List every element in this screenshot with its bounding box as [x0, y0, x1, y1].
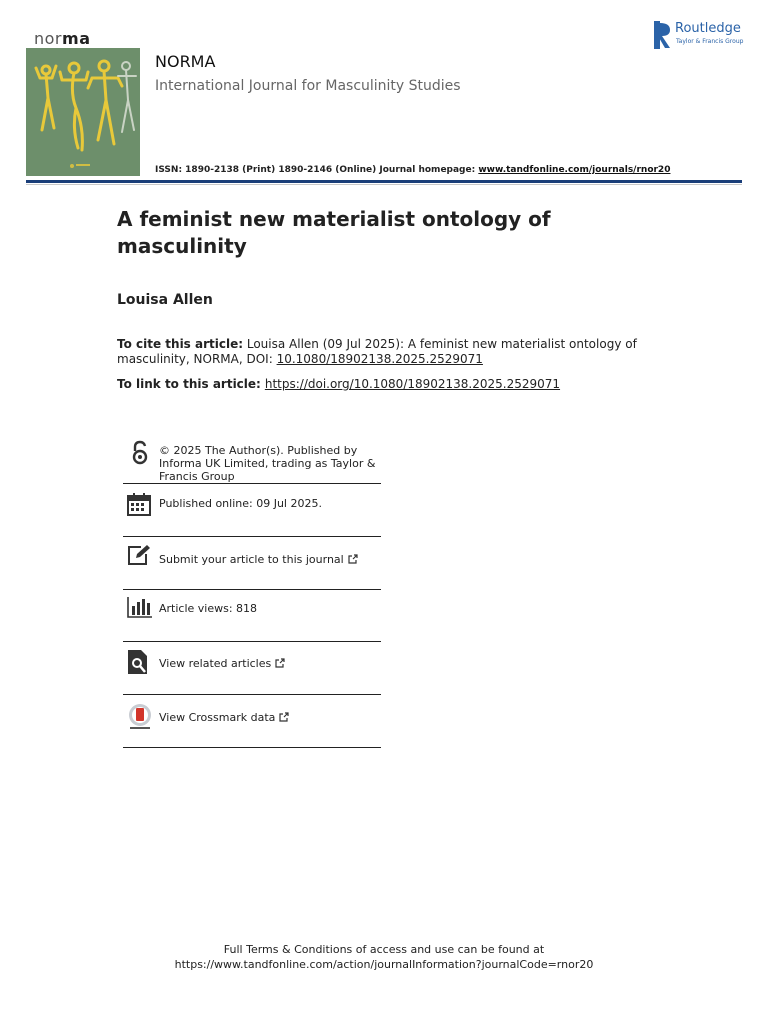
- bar-chart-icon: [127, 596, 153, 622]
- published-date-text: Published online: 09 Jul 2025.: [159, 497, 322, 510]
- cover-logo: norma: [34, 29, 91, 48]
- open-access-icon: [127, 440, 153, 466]
- publisher-tagline: Taylor & Francis Group: [676, 38, 744, 45]
- crossmark-link[interactable]: View Crossmark data: [159, 711, 381, 724]
- journal-name: NORMA: [155, 52, 216, 71]
- issn-line: [155, 165, 670, 175]
- copyright-text: © 2025 The Author(s). Published by Informa UK Limited, trading as Taylor & Francis Group: [159, 444, 376, 483]
- info-divider: [123, 694, 381, 695]
- external-link-icon: [275, 658, 285, 668]
- cover-artwork: [26, 48, 140, 176]
- journal-homepage-link[interactable]: www.tandfonline.com/journals/rnor20: [478, 165, 671, 175]
- info-divider: [123, 747, 381, 748]
- submit-row[interactable]: [123, 544, 381, 588]
- footer-terms-link[interactable]: https://www.tandfonline.com/action/journalInformation?journalCode=rnor20: [174, 958, 594, 971]
- crossmark-icon: [127, 703, 153, 729]
- cite-label: To cite this article:: [117, 337, 244, 351]
- info-divider: [123, 536, 381, 537]
- edit-icon: [127, 544, 153, 570]
- calendar-icon: [127, 492, 153, 518]
- info-divider: [123, 641, 381, 642]
- published-row: [123, 490, 381, 534]
- article-title: A feminist new materialist ontology of masculinity: [117, 207, 551, 258]
- related-articles-link[interactable]: View related articles: [159, 657, 381, 670]
- submit-article-link[interactable]: Submit your article to this journal: [159, 553, 381, 566]
- header-divider: [26, 180, 742, 183]
- issn-text: ISSN: 1890-2138 (Print) 1890-2146 (Online) Journal homepage:: [155, 165, 479, 175]
- related-articles-row[interactable]: [123, 649, 381, 693]
- info-divider: [123, 483, 381, 484]
- crossmark-row[interactable]: [123, 703, 381, 747]
- link-label: To link to this article:: [117, 377, 261, 391]
- routledge-logo-icon: [654, 21, 671, 49]
- article-views-text: Article views: 818: [159, 602, 258, 615]
- article-link-block: [117, 377, 560, 391]
- external-link-icon: [348, 554, 358, 564]
- header-divider-thin: [26, 184, 742, 185]
- article-author: Louisa Allen: [117, 292, 213, 308]
- journal-subtitle: International Journal for Masculinity Studies: [155, 78, 461, 94]
- cite-doi-link[interactable]: 10.1080/18902138.2025.2529071: [276, 352, 483, 366]
- cite-text: Louisa Allen (09 Jul 2025): A feminist new materialist ontology of masculinity, NORMA, DOI:: [117, 337, 637, 366]
- dancing-figures-image: [26, 48, 140, 176]
- article-doi-link[interactable]: https://doi.org/10.1080/18902138.2025.2529071: [264, 377, 561, 391]
- info-divider: [123, 589, 381, 590]
- journal-cover: [26, 28, 140, 176]
- citation-block: [117, 337, 637, 367]
- open-access-row: [123, 440, 381, 484]
- footer-terms-text: Full Terms & Conditions of access and use can be found at: [223, 943, 545, 956]
- external-link-icon: [279, 712, 289, 722]
- publisher-name: Routledge: [675, 21, 741, 36]
- article-views-row: [123, 596, 381, 640]
- search-document-icon: [127, 649, 153, 675]
